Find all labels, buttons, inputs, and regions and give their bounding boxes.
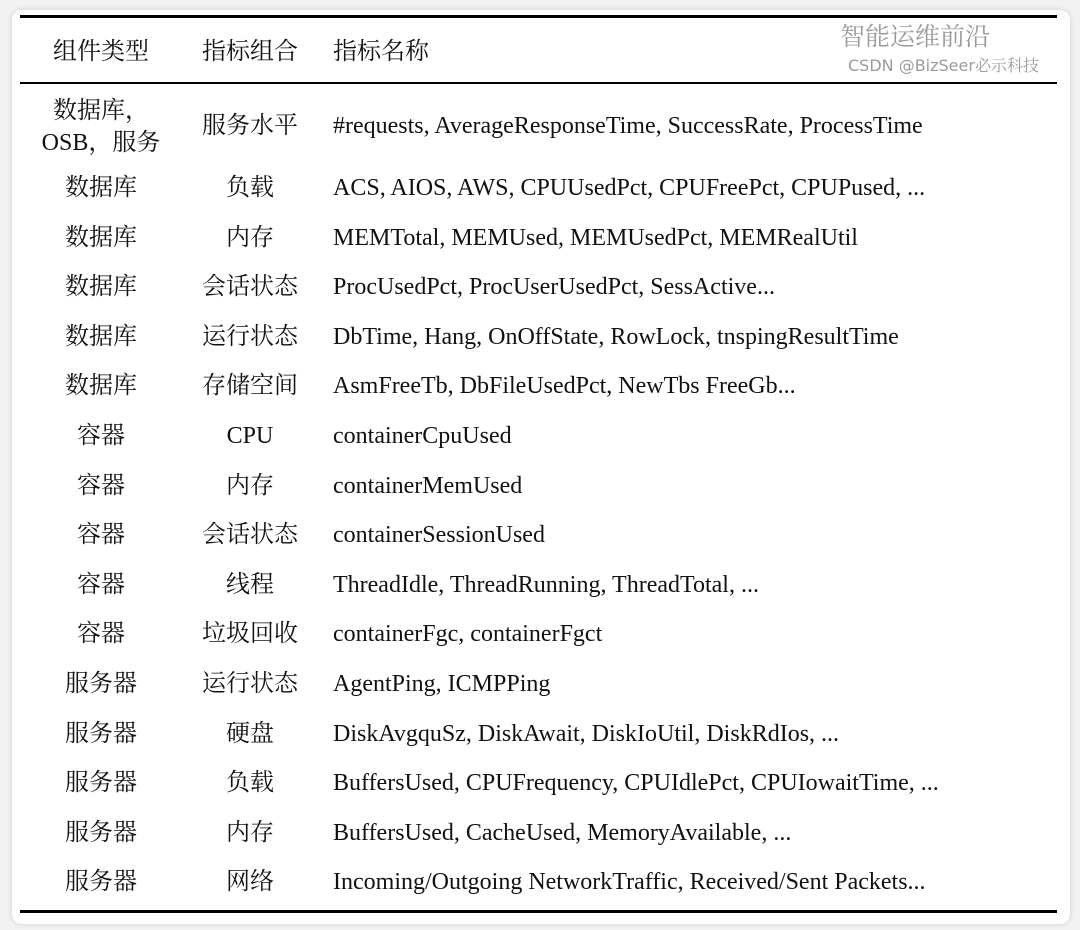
cell-component-type: 服务器 — [65, 770, 137, 797]
cell-metric-group: 会话状态 — [202, 522, 298, 549]
cell-metric-names: Incoming/Outgoing NetworkTraffic, Received/Sent Packets... — [333, 869, 926, 896]
watermark-title: 智能运维前沿 — [840, 22, 991, 51]
cell-metric-group: 硬盘 — [226, 720, 274, 747]
cell-component-type: 服务器 — [65, 720, 137, 747]
cell-metric-group: 运行状态 — [202, 323, 298, 350]
header-component-type: 组件类型 — [53, 39, 149, 65]
cell-metric-group: 内存 — [226, 472, 274, 499]
watermark-source: CSDN @BizSeer必示科技 — [848, 56, 1039, 75]
cell-metric-names: ProcUsedPct, ProcUserUsedPct, SessActive... — [333, 274, 775, 301]
cell-metric-names: containerFgc, containerFgct — [333, 621, 603, 648]
cell-metric-names: #requests, AverageResponseTime, SuccessRate, ProcessTime — [333, 113, 923, 139]
cell-component-type: 服务器 — [65, 671, 137, 697]
cell-component-type: 容器 — [77, 621, 125, 648]
bottom-rule — [20, 910, 1057, 913]
cell-metric-group: 负载 — [226, 770, 274, 797]
cell-metric-group: 负载 — [226, 175, 274, 201]
cell-metric-names: DiskAvgquSz, DiskAwait, DiskIoUtil, DiskRdIos, ... — [333, 720, 840, 747]
header-metric-name: 指标名称 — [333, 39, 429, 65]
cell-metric-group: 服务水平 — [202, 113, 298, 139]
cell-metric-group: 运行状态 — [202, 671, 298, 697]
cell-metric-group: CPU — [226, 423, 274, 449]
cell-component-type — [20, 95, 182, 159]
cell-component-line: OSB，服务 — [41, 130, 161, 156]
cell-metric-group: 存储空间 — [202, 373, 298, 400]
cell-component-type: 数据库 — [65, 224, 137, 251]
cell-component-type: 数据库 — [65, 175, 137, 201]
cell-metric-names: containerSessionUsed — [333, 522, 545, 549]
cell-metric-names: AgentPing, ICMPPing — [333, 671, 551, 697]
cell-component-type: 数据库 — [65, 373, 137, 400]
cell-metric-group: 垃圾回收 — [202, 621, 298, 648]
top-rule — [20, 15, 1057, 18]
cell-metric-names: ThreadIdle, ThreadRunning, ThreadTotal, ... — [333, 571, 759, 598]
cell-metric-names: BuffersUsed, CacheUsed, MemoryAvailable, ... — [333, 819, 792, 846]
cell-component-type: 数据库 — [65, 323, 137, 350]
cell-metric-names: MEMTotal, MEMUsed, MEMUsedPct, MEMRealUtil — [333, 224, 858, 251]
header-metric-group: 指标组合 — [202, 39, 298, 65]
header-rule — [20, 82, 1057, 84]
cell-metric-names: containerCpuUsed — [333, 423, 512, 449]
cell-metric-group: 内存 — [226, 819, 274, 846]
cell-component-type: 容器 — [77, 472, 125, 499]
cell-metric-names: BuffersUsed, CPUFrequency, CPUIdlePct, CPUIowaitTime, ... — [333, 770, 939, 797]
cell-metric-names: AsmFreeTb, DbFileUsedPct, NewTbs FreeGb... — [333, 373, 796, 400]
cell-component-type: 数据库 — [65, 274, 137, 301]
cell-metric-group: 网络 — [226, 869, 274, 896]
cell-component-type: 容器 — [77, 423, 125, 449]
cell-metric-group: 内存 — [226, 224, 274, 251]
cell-component-type: 服务器 — [65, 869, 137, 896]
cell-metric-names: containerMemUsed — [333, 472, 523, 499]
cell-component-type: 容器 — [77, 522, 125, 549]
cell-metric-group: 会话状态 — [202, 274, 298, 301]
cell-component-line: 数据库， — [53, 98, 149, 124]
cell-metric-names: ACS, AIOS, AWS, CPUUsedPct, CPUFreePct, CPUPused, ... — [333, 175, 926, 201]
cell-component-type: 容器 — [77, 571, 125, 598]
cell-metric-group: 线程 — [226, 571, 274, 598]
cell-component-type: 服务器 — [65, 819, 137, 846]
cell-metric-names: DbTime, Hang, OnOffState, RowLock, tnspingResultTime — [333, 323, 899, 350]
